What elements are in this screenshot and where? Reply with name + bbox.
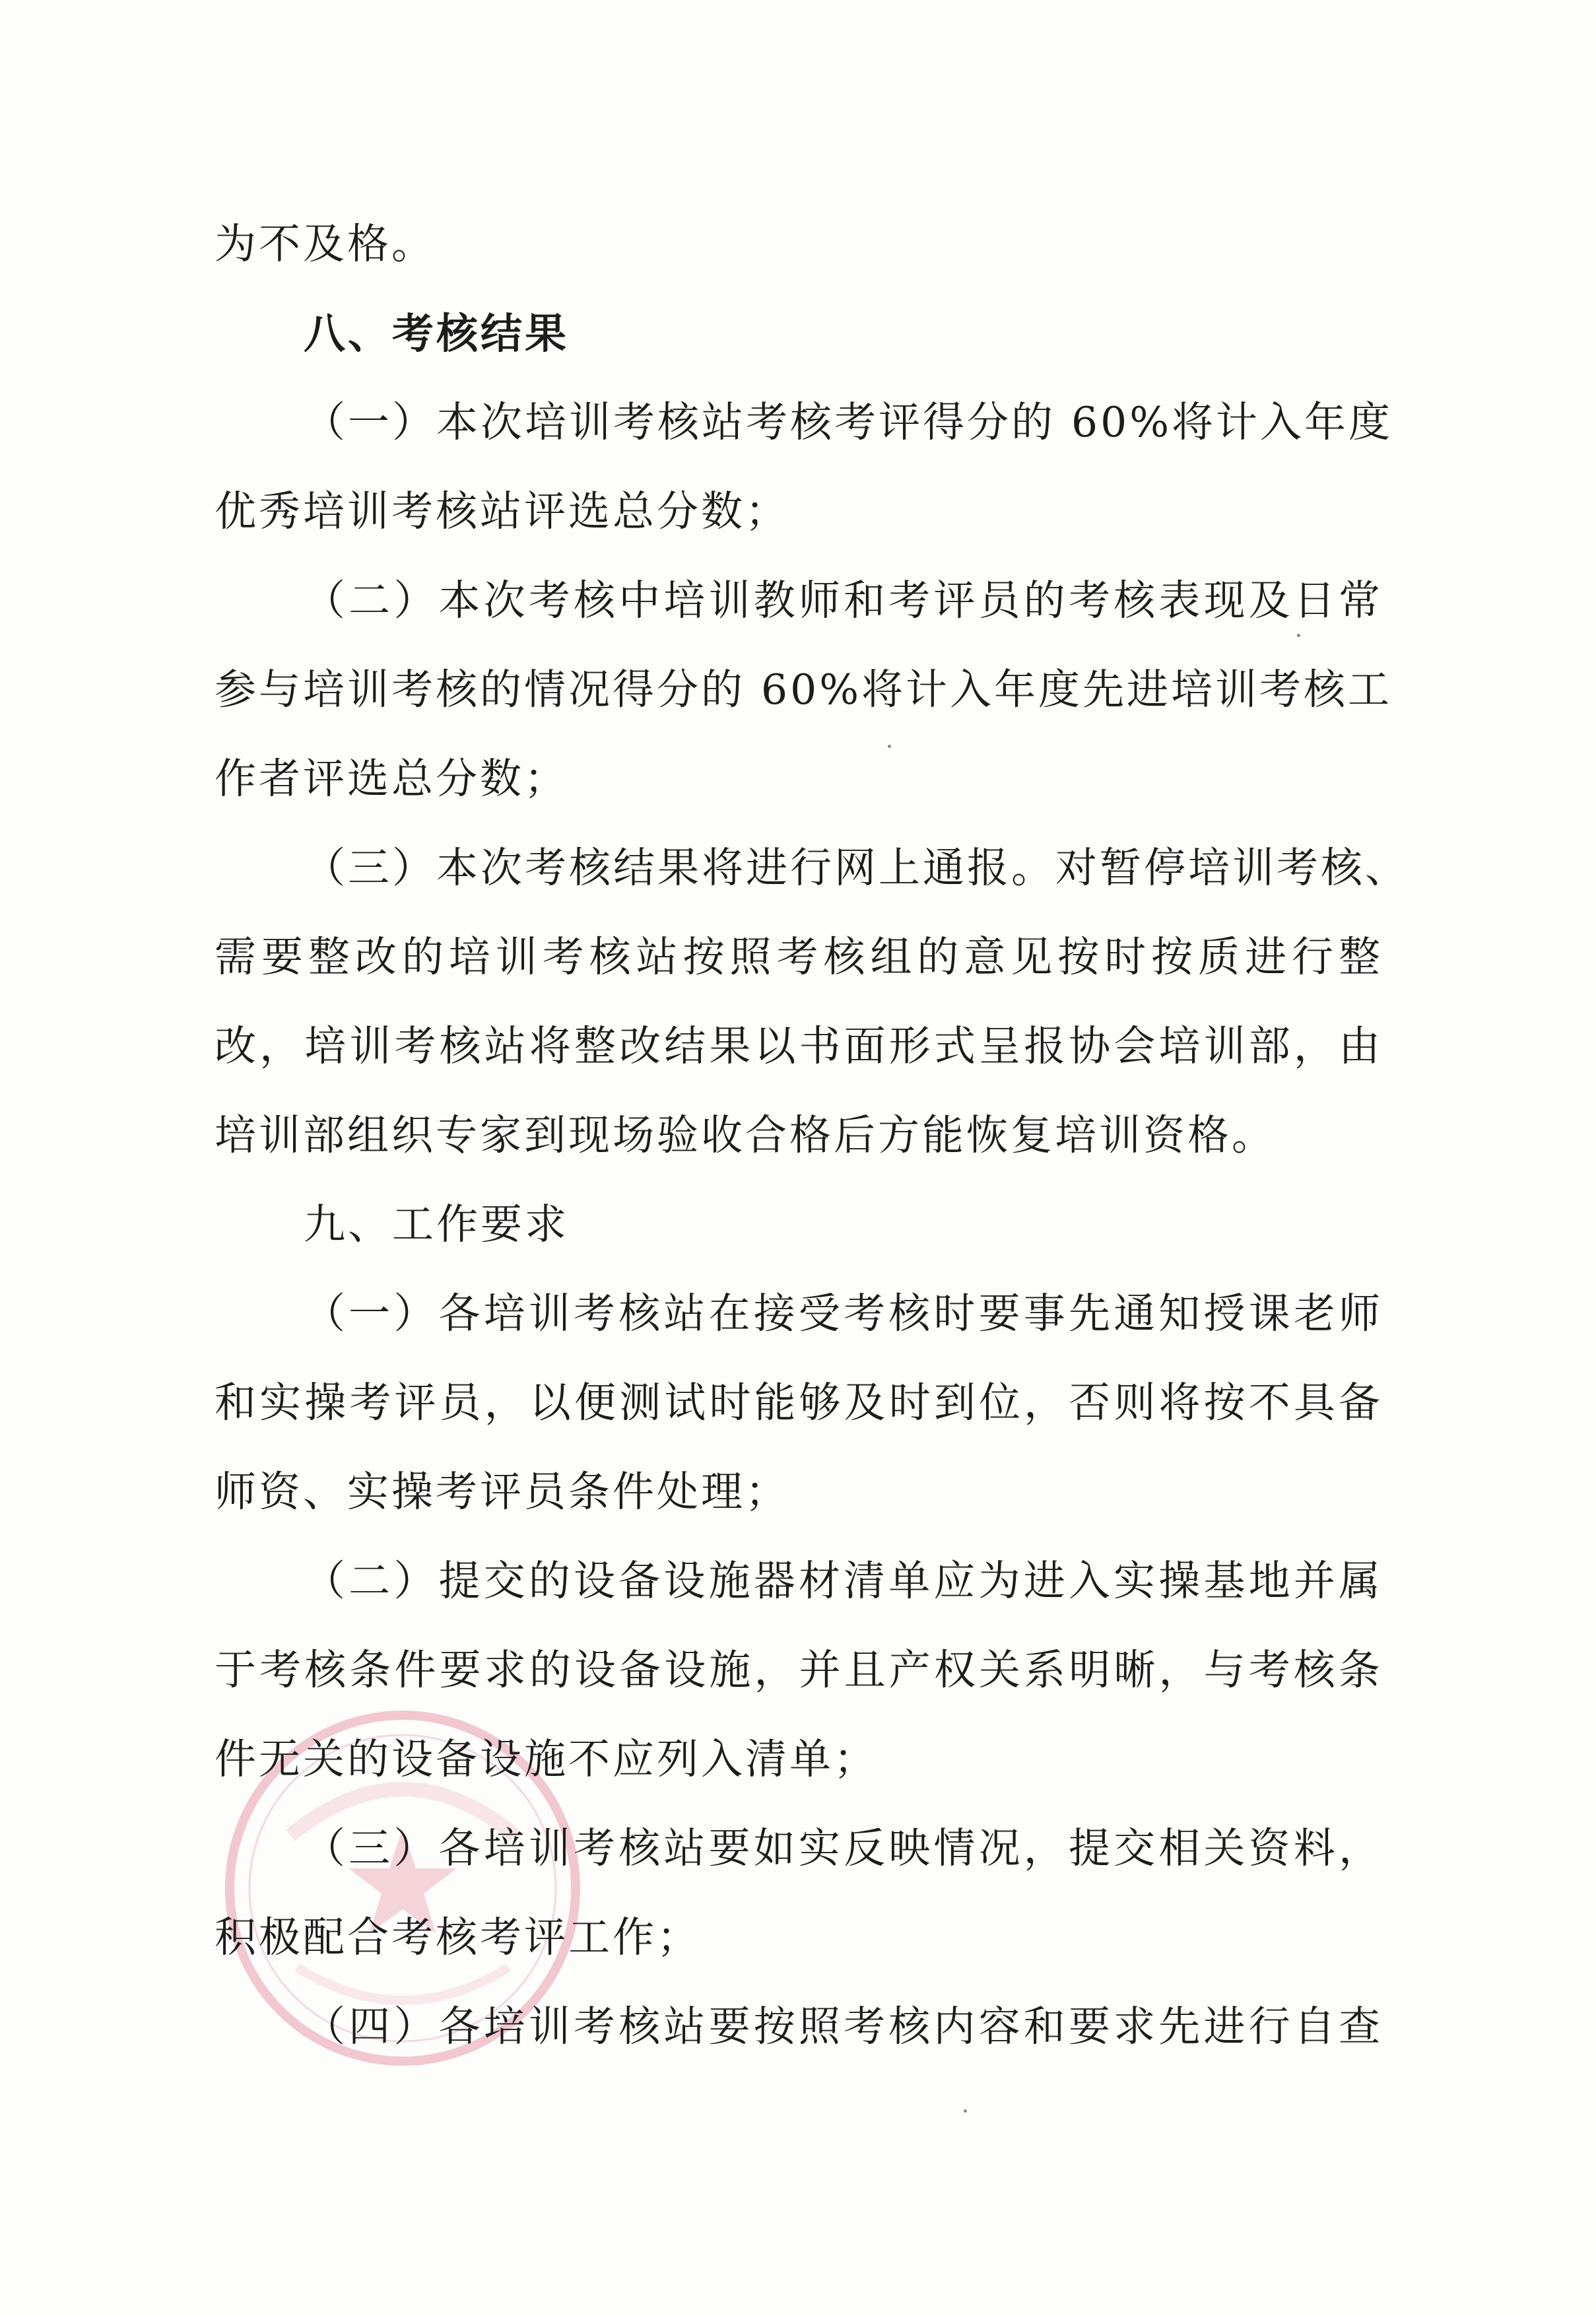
section-heading-8: 八、考核结果 [304,309,569,358]
doc-line-7: 作者评选总分数； [215,755,568,803]
doc-line-16: （二）提交的设备设施器材清单应为进入实操基地并属 [304,1557,1383,1605]
doc-line-6: 参与培训考核的情况得分的 60%将计入年度先进培训考核工 [215,665,1393,714]
doc-line-21: （四）各培训考核站要按照考核内容和要求先进行自查 [304,2002,1383,2051]
doc-line-15: 师资、实操考评员条件处理； [215,1468,789,1516]
doc-line-14: 和实操考评员，以便测试时能够及时到位，否则将按不具备 [215,1379,1383,1427]
doc-line-11: 培训部组织专家到现场验收合格后方能恢复培训资格。 [215,1111,1276,1159]
doc-line-20: 积极配合考核考评工作； [215,1913,701,1961]
doc-line-10: 改，培训考核站将整改结果以书面形式呈报协会培训部，由 [215,1022,1383,1070]
doc-line-5: （二）本次考核中培训教师和考评员的考核表现及日常 [304,576,1383,625]
doc-line-18: 件无关的设备设施不应列入清单； [215,1735,878,1783]
doc-line-1: 为不及格。 [215,220,436,268]
scan-speck [1297,634,1300,637]
doc-line-8: （三）本次考核结果将进行网上通报。对暂停培训考核、 [304,844,1409,892]
doc-line-13: （一）各培训考核站在接受考核时要事先通知授课老师 [304,1289,1383,1338]
scan-speck [964,2109,967,2113]
doc-line-4: 优秀培训考核站评选总分数； [215,487,789,535]
doc-line-9: 需要整改的培训考核站按照考核组的意见按时按质进行整 [215,933,1383,981]
doc-line-19: （三）各培训考核站要如实反映情况，提交相关资料， [304,1824,1383,1872]
section-heading-9: 九、工作要求 [304,1200,569,1248]
doc-line-17: 于考核条件要求的设备设施，并且产权关系明晰，与考核条 [215,1646,1383,1694]
doc-line-3: （一）本次培训考核站考核考评得分的 60%将计入年度 [304,398,1393,446]
scan-speck [888,745,891,748]
